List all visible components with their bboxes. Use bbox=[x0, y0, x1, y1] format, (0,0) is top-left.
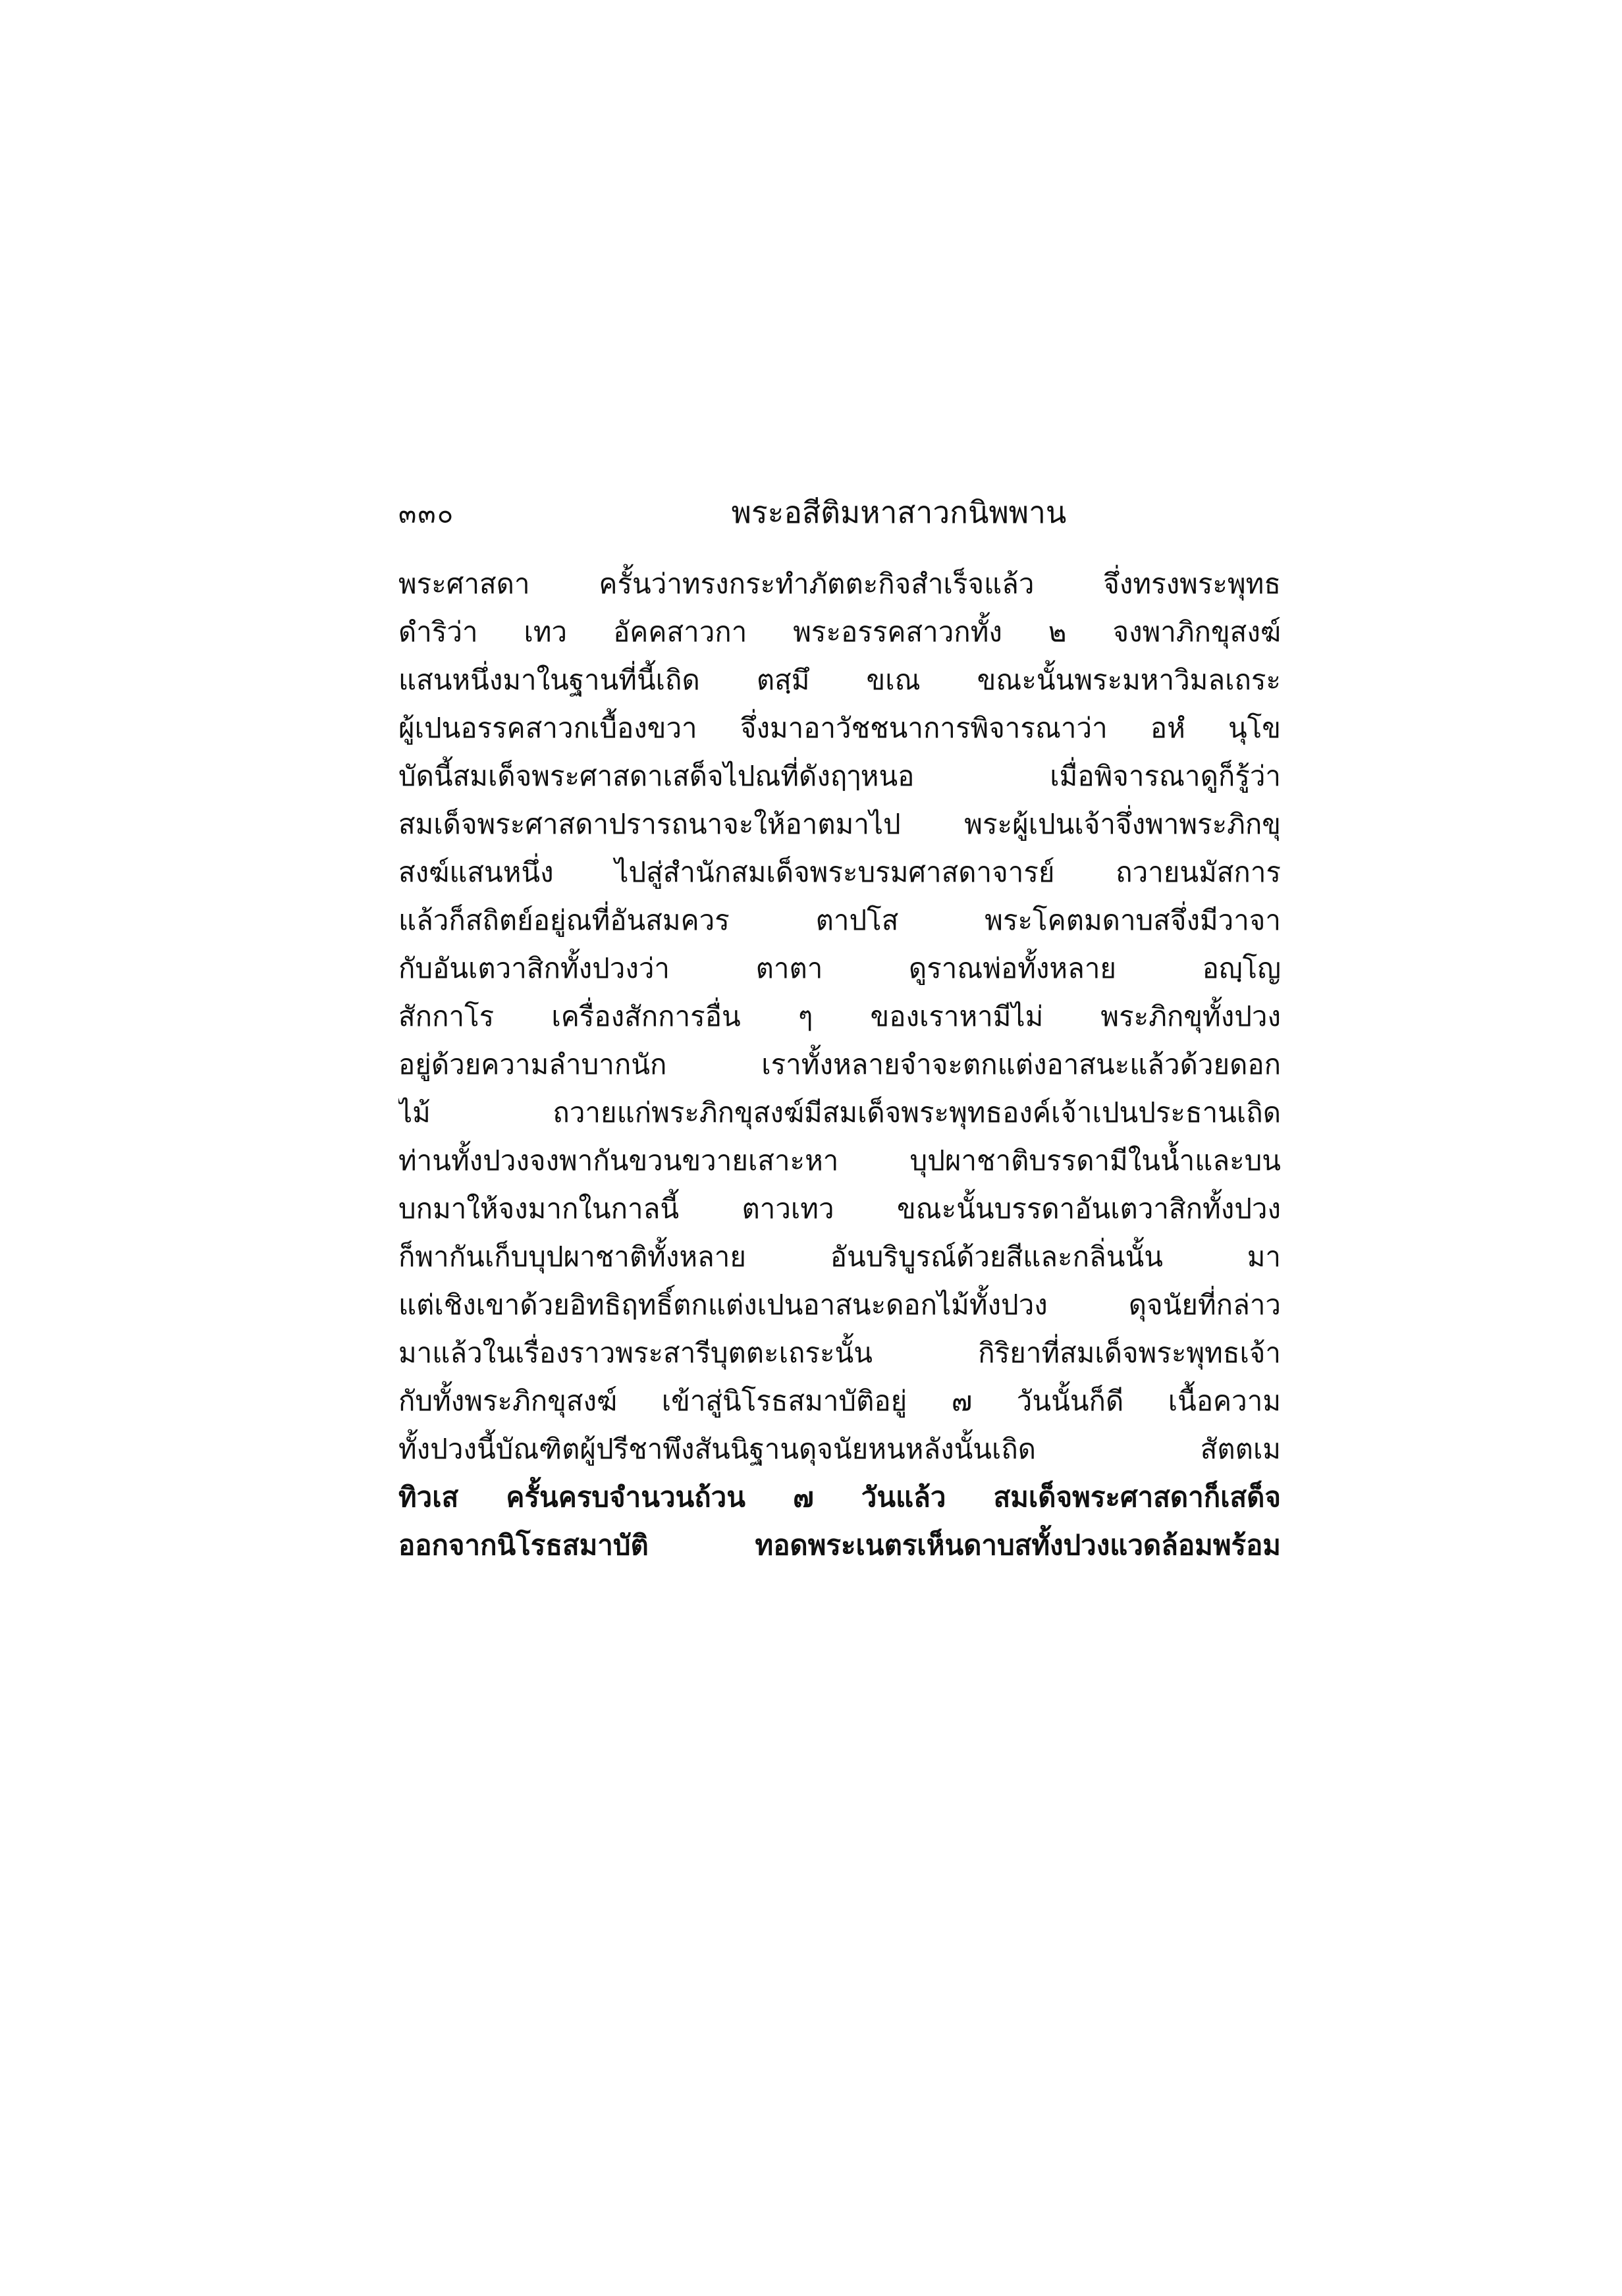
text-line: แล้วก็สถิตย์อยู่ณที่อันสมควร ตาปโส พระโคตมดาบสจึ่งมีวาจา bbox=[398, 904, 1281, 936]
text-line: ออกจากนิโรธสมาบัติ ทอดพระเนตรเห็นดาบสทั้งปวงแวดล้อมพร้อม bbox=[398, 1529, 1281, 1561]
body-text bbox=[398, 560, 1281, 1877]
page-header bbox=[398, 493, 1281, 539]
text-line: บกมาให้จงมากในกาลนี้ ตาวเทว ขณะนั้นบรรดาอันเตวาสิกทั้งปวง bbox=[398, 1192, 1281, 1225]
text-line: ดำริว่า เทว อัคคสาวกา พระอรรคสาวกทั้ง ๒ จงพาภิกขุสงฆ์ bbox=[398, 616, 1281, 648]
text-line: กับอันเตวาสิกทั้งปวงว่า ตาตา ดูราณพ่อทั้งหลาย อญฺโญ bbox=[398, 952, 1281, 984]
running-title: พระอสีติมหาสาวกนิพพาน bbox=[731, 494, 1067, 530]
text-line: แสนหนึ่งมาในฐานที่นี้เถิด ตสฺมึ ขเณ ขณะนั้นพระมหาวิมลเถระ bbox=[398, 664, 1281, 696]
text-line: พระศาสดา ครั้นว่าทรงกระทำภัตตะกิจสำเร็จแล้ว จึ่งทรงพระพุทธ bbox=[398, 568, 1281, 600]
text-line: บัดนี้สมเด็จพระศาสดาเสด็จไปณที่ดังฤๅหนอ เมื่อพิจารณาดูก็รู้ว่า bbox=[398, 760, 1281, 792]
text-line: สักกาโร เครื่องสักการอื่น ๆ ของเราหามีไม่ พระภิกขุทั้งปวง bbox=[398, 1000, 1281, 1032]
text-line: ผู้เปนอรรคสาวกเบื้องขวา จึ่งมาอาวัชชนาการพิจารณาว่า อหํ นุโข bbox=[398, 712, 1281, 744]
text-line: มาแล้วในเรื่องราวพระสารีบุตตะเถระนั้น กิริยาที่สมเด็จพระพุทธเจ้า bbox=[398, 1337, 1281, 1369]
text-line: กับทั้งพระภิกขุสงฆ์ เข้าสู่นิโรธสมาบัติอยู่ ๗ วันนั้นก็ดี เนื้อความ bbox=[398, 1385, 1281, 1417]
text-line: อยู่ด้วยความลำบากนัก เราทั้งหลายจำจะตกแต่งอาสนะแล้วด้วยดอก bbox=[398, 1048, 1281, 1081]
text-line: ทิวเส ครั้นครบจำนวนถ้วน ๗ วันแล้ว สมเด็จพระศาสดาก็เสด็จ bbox=[398, 1481, 1281, 1513]
text-line: สงฆ์แสนหนึ่ง ไปสู่สำนักสมเด็จพระบรมศาสดาจารย์ ถวายนมัสการ bbox=[398, 856, 1281, 888]
text-line: ไม้ ถวายแก่พระภิกขุสงฆ์มีสมเด็จพระพุทธองค์เจ้าเปนประธานเถิด bbox=[398, 1096, 1281, 1129]
text-line: สมเด็จพระศาสดาปรารถนาจะให้อาตมาไป พระผู้เปนเจ้าจึ่งพาพระภิกขุ bbox=[398, 808, 1281, 840]
text-line: แต่เชิงเขาด้วยอิทธิฤทธิ์ตกแต่งเปนอาสนะดอกไม้ทั้งปวง ดุจนัยที่กล่าว bbox=[398, 1289, 1281, 1321]
text-line: ท่านทั้งปวงจงพากันขวนขวายเสาะหา บุปผาชาติบรรดามีในน้ำและบน bbox=[398, 1144, 1281, 1177]
text-line: ก็พากันเก็บบุปผาชาติทั้งหลาย อันบริบูรณ์ด้วยสีและกลิ่นนั้น มา bbox=[398, 1241, 1281, 1273]
page-number: ๓๓๐ bbox=[398, 499, 455, 529]
text-line: ทั้งปวงนี้บัณฑิตผู้ปรีชาพึงสันนิฐานดุจนัยหนหลังนั้นเถิด สัตตเม bbox=[398, 1433, 1281, 1465]
